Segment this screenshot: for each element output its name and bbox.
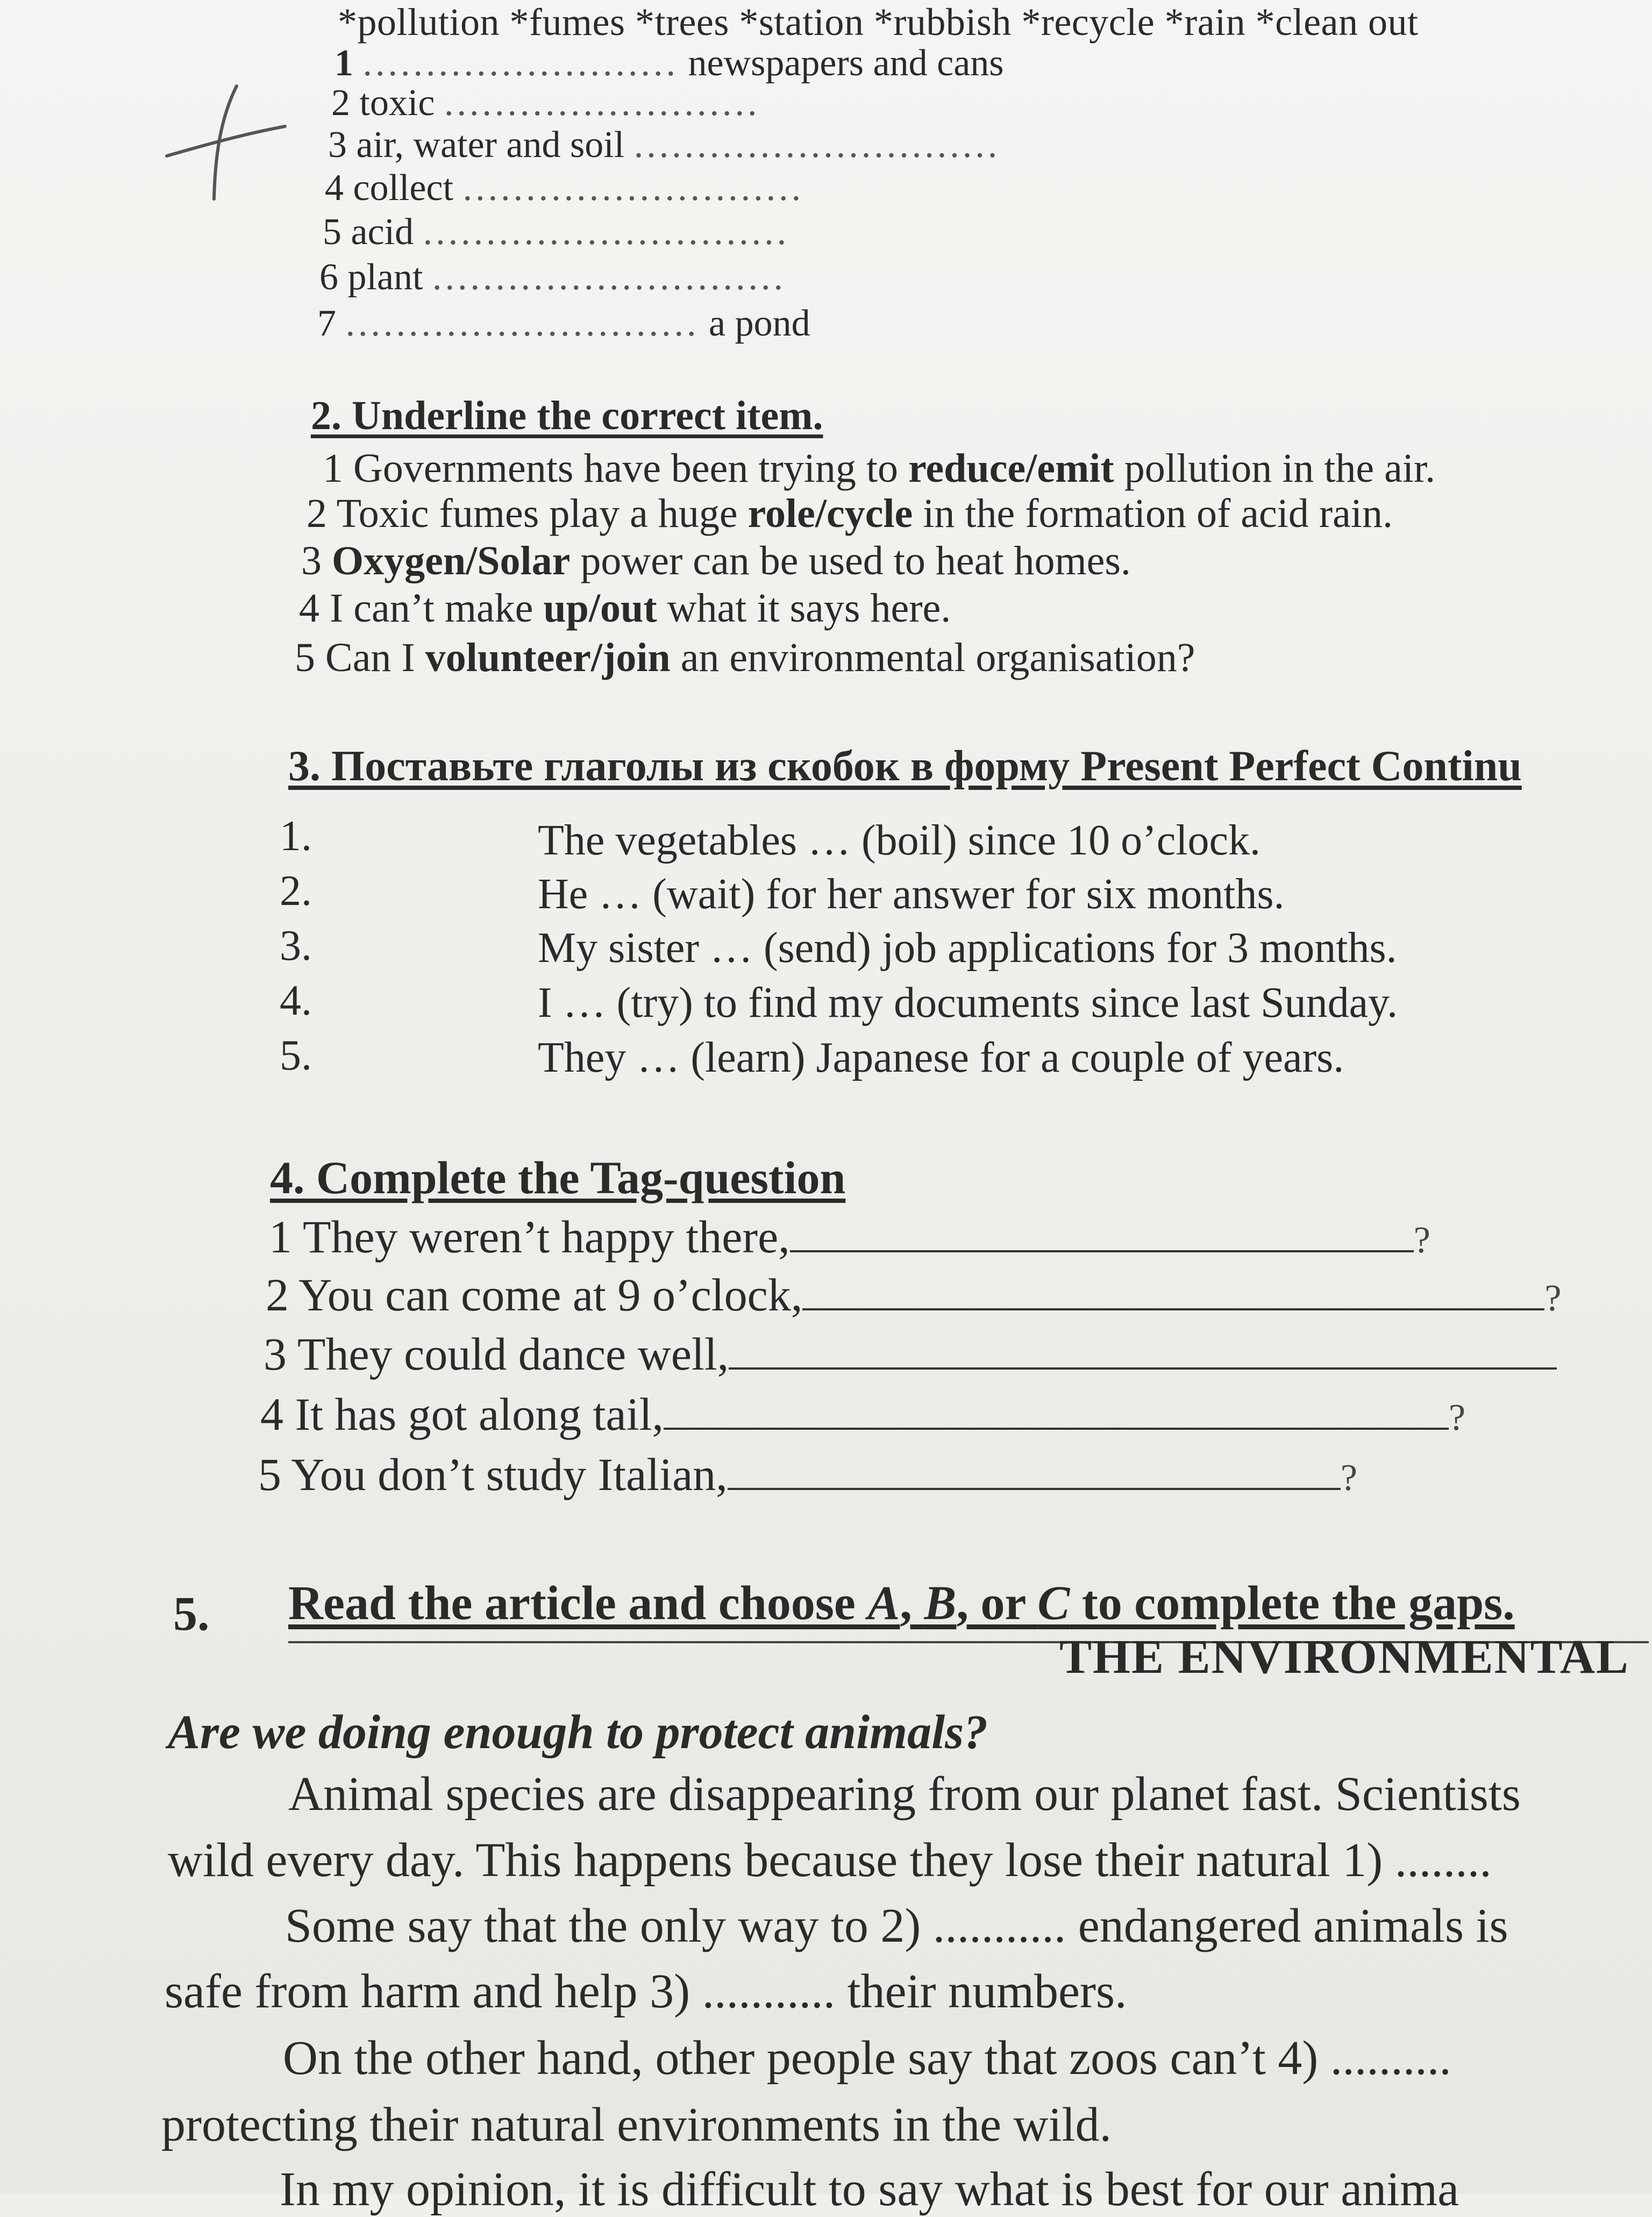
ex1-item-4: 4 collect ........................... [325, 167, 804, 209]
ex4-item-4: 4 It has got along tail, ? [260, 1388, 1466, 1440]
ex5-number: 5. [173, 1587, 210, 1641]
choice-pair[interactable]: role/cycle [747, 491, 913, 536]
ex4-item-1: 1 They weren’t happy there, ? [269, 1211, 1430, 1263]
tag-answer-blank[interactable] [802, 1273, 1544, 1310]
ex2-item-5: 5 Can I volunteer/join an environmental organisation? [295, 635, 1195, 680]
article-subtitle: Are we doing enough to protect animals? [168, 1706, 988, 1759]
ex3-num-5: 5. [280, 1032, 312, 1079]
ex1-item-3: 3 air, water and soil ............................. [328, 124, 1001, 166]
ex4-item-5: 5 You don’t study Italian, ? [258, 1449, 1357, 1500]
ex5-title: Read the article and choose A, B, or C to complete the gaps. [288, 1577, 1515, 1630]
choice-pair[interactable]: volunteer/join [425, 635, 671, 680]
ex3-num-4: 4. [280, 977, 312, 1024]
answer-gap[interactable]: ......................... [444, 82, 760, 124]
article-banner: THE ENVIRONMENTAL [1059, 1630, 1629, 1684]
ex1-item-6: 6 plant ............................ [319, 256, 786, 298]
tag-answer-blank[interactable] [790, 1215, 1414, 1252]
tag-answer-blank[interactable] [729, 1332, 1557, 1370]
ex2-item-4: 4 I can’t make up/out what it says here. [299, 586, 951, 631]
word-bank: *pollution *fumes *trees *station *rubbish *recycle *rain *clean out [338, 1, 1419, 44]
ex1-item-5: 5 acid ............................. [323, 211, 790, 253]
choice-pair[interactable]: reduce/emit [908, 446, 1114, 491]
article-line-5: On the other hand, other people say that zoos can’t 4) .......... [283, 2031, 1451, 2085]
answer-gap[interactable]: ............................ [432, 256, 786, 298]
ex3-num-1: 1. [280, 812, 312, 860]
ex3-title: 3. Поставьте глаголы из скобок в форму Present Perfect Continu [288, 743, 1522, 790]
ex2-item-3: 3 Oxygen/Solar power can be used to heat homes. [301, 538, 1131, 583]
article-line-6: protecting their natural environments in the wild. [161, 2098, 1112, 2151]
ex4-title: 4. Complete the Tag-question [270, 1152, 846, 1203]
answer-gap[interactable]: ............................. [423, 211, 790, 253]
article-line-7: In my opinion, it is difficult to say what is best for our anima [280, 2163, 1459, 2216]
ex3-sentence-3: My sister … (send) job applications for 3 months. [538, 924, 1397, 972]
article-line-4: safe from harm and help 3) ........... their numbers. [165, 1965, 1127, 2018]
ex4-item-2: 2 You can come at 9 o’clock, ? [266, 1269, 1562, 1321]
article-line-3: Some say that the only way to 2) ........... endangered animals is [285, 1899, 1508, 1952]
ex3-sentence-5: They … (learn) Japanese for a couple of years. [538, 1034, 1344, 1081]
ex2-item-1: 1 Governments have been trying to reduce/emit pollution in the air. [323, 446, 1436, 491]
ex1-item-2: 2 toxic ......................... [331, 82, 760, 124]
answer-gap[interactable]: ......................... [362, 42, 679, 84]
ex3-sentence-4: I … (try) to find my documents since last Sunday. [538, 979, 1398, 1026]
tag-answer-blank[interactable] [664, 1392, 1449, 1430]
tag-answer-blank[interactable] [728, 1452, 1341, 1490]
ex2-title: 2. Underline the correct item. [311, 393, 823, 438]
ex2-item-2: 2 Toxic fumes play a huge role/cycle in the formation of acid rain. [307, 491, 1393, 536]
answer-gap[interactable]: ........................... [462, 167, 804, 209]
ex3-sentence-2: He … (wait) for her answer for six months. [538, 871, 1285, 918]
handwritten-plus-mark [156, 75, 296, 215]
ex1-item-1: 1 ......................... newspapers and cans [334, 42, 1004, 84]
article-line-1: Animal species are disappearing from our planet fast. Scientists [288, 1767, 1521, 1821]
choice-pair[interactable]: up/out [543, 586, 657, 631]
ex1-item-7: 7 ............................ a pond [317, 303, 810, 344]
choice-pair[interactable]: Oxygen/Solar [332, 538, 571, 583]
answer-gap[interactable]: ............................ [345, 303, 700, 344]
ex3-num-3: 3. [280, 922, 312, 970]
answer-gap[interactable]: ............................. [633, 124, 1001, 166]
ex3-num-2: 2. [280, 867, 312, 915]
article-line-2: wild every day. This happens because they lose their natural 1) ........ [168, 1834, 1492, 1887]
ex3-sentence-1: The vegetables … (boil) since 10 o’clock. [538, 817, 1261, 864]
ex4-item-3: 3 They could dance well, [264, 1327, 1557, 1381]
